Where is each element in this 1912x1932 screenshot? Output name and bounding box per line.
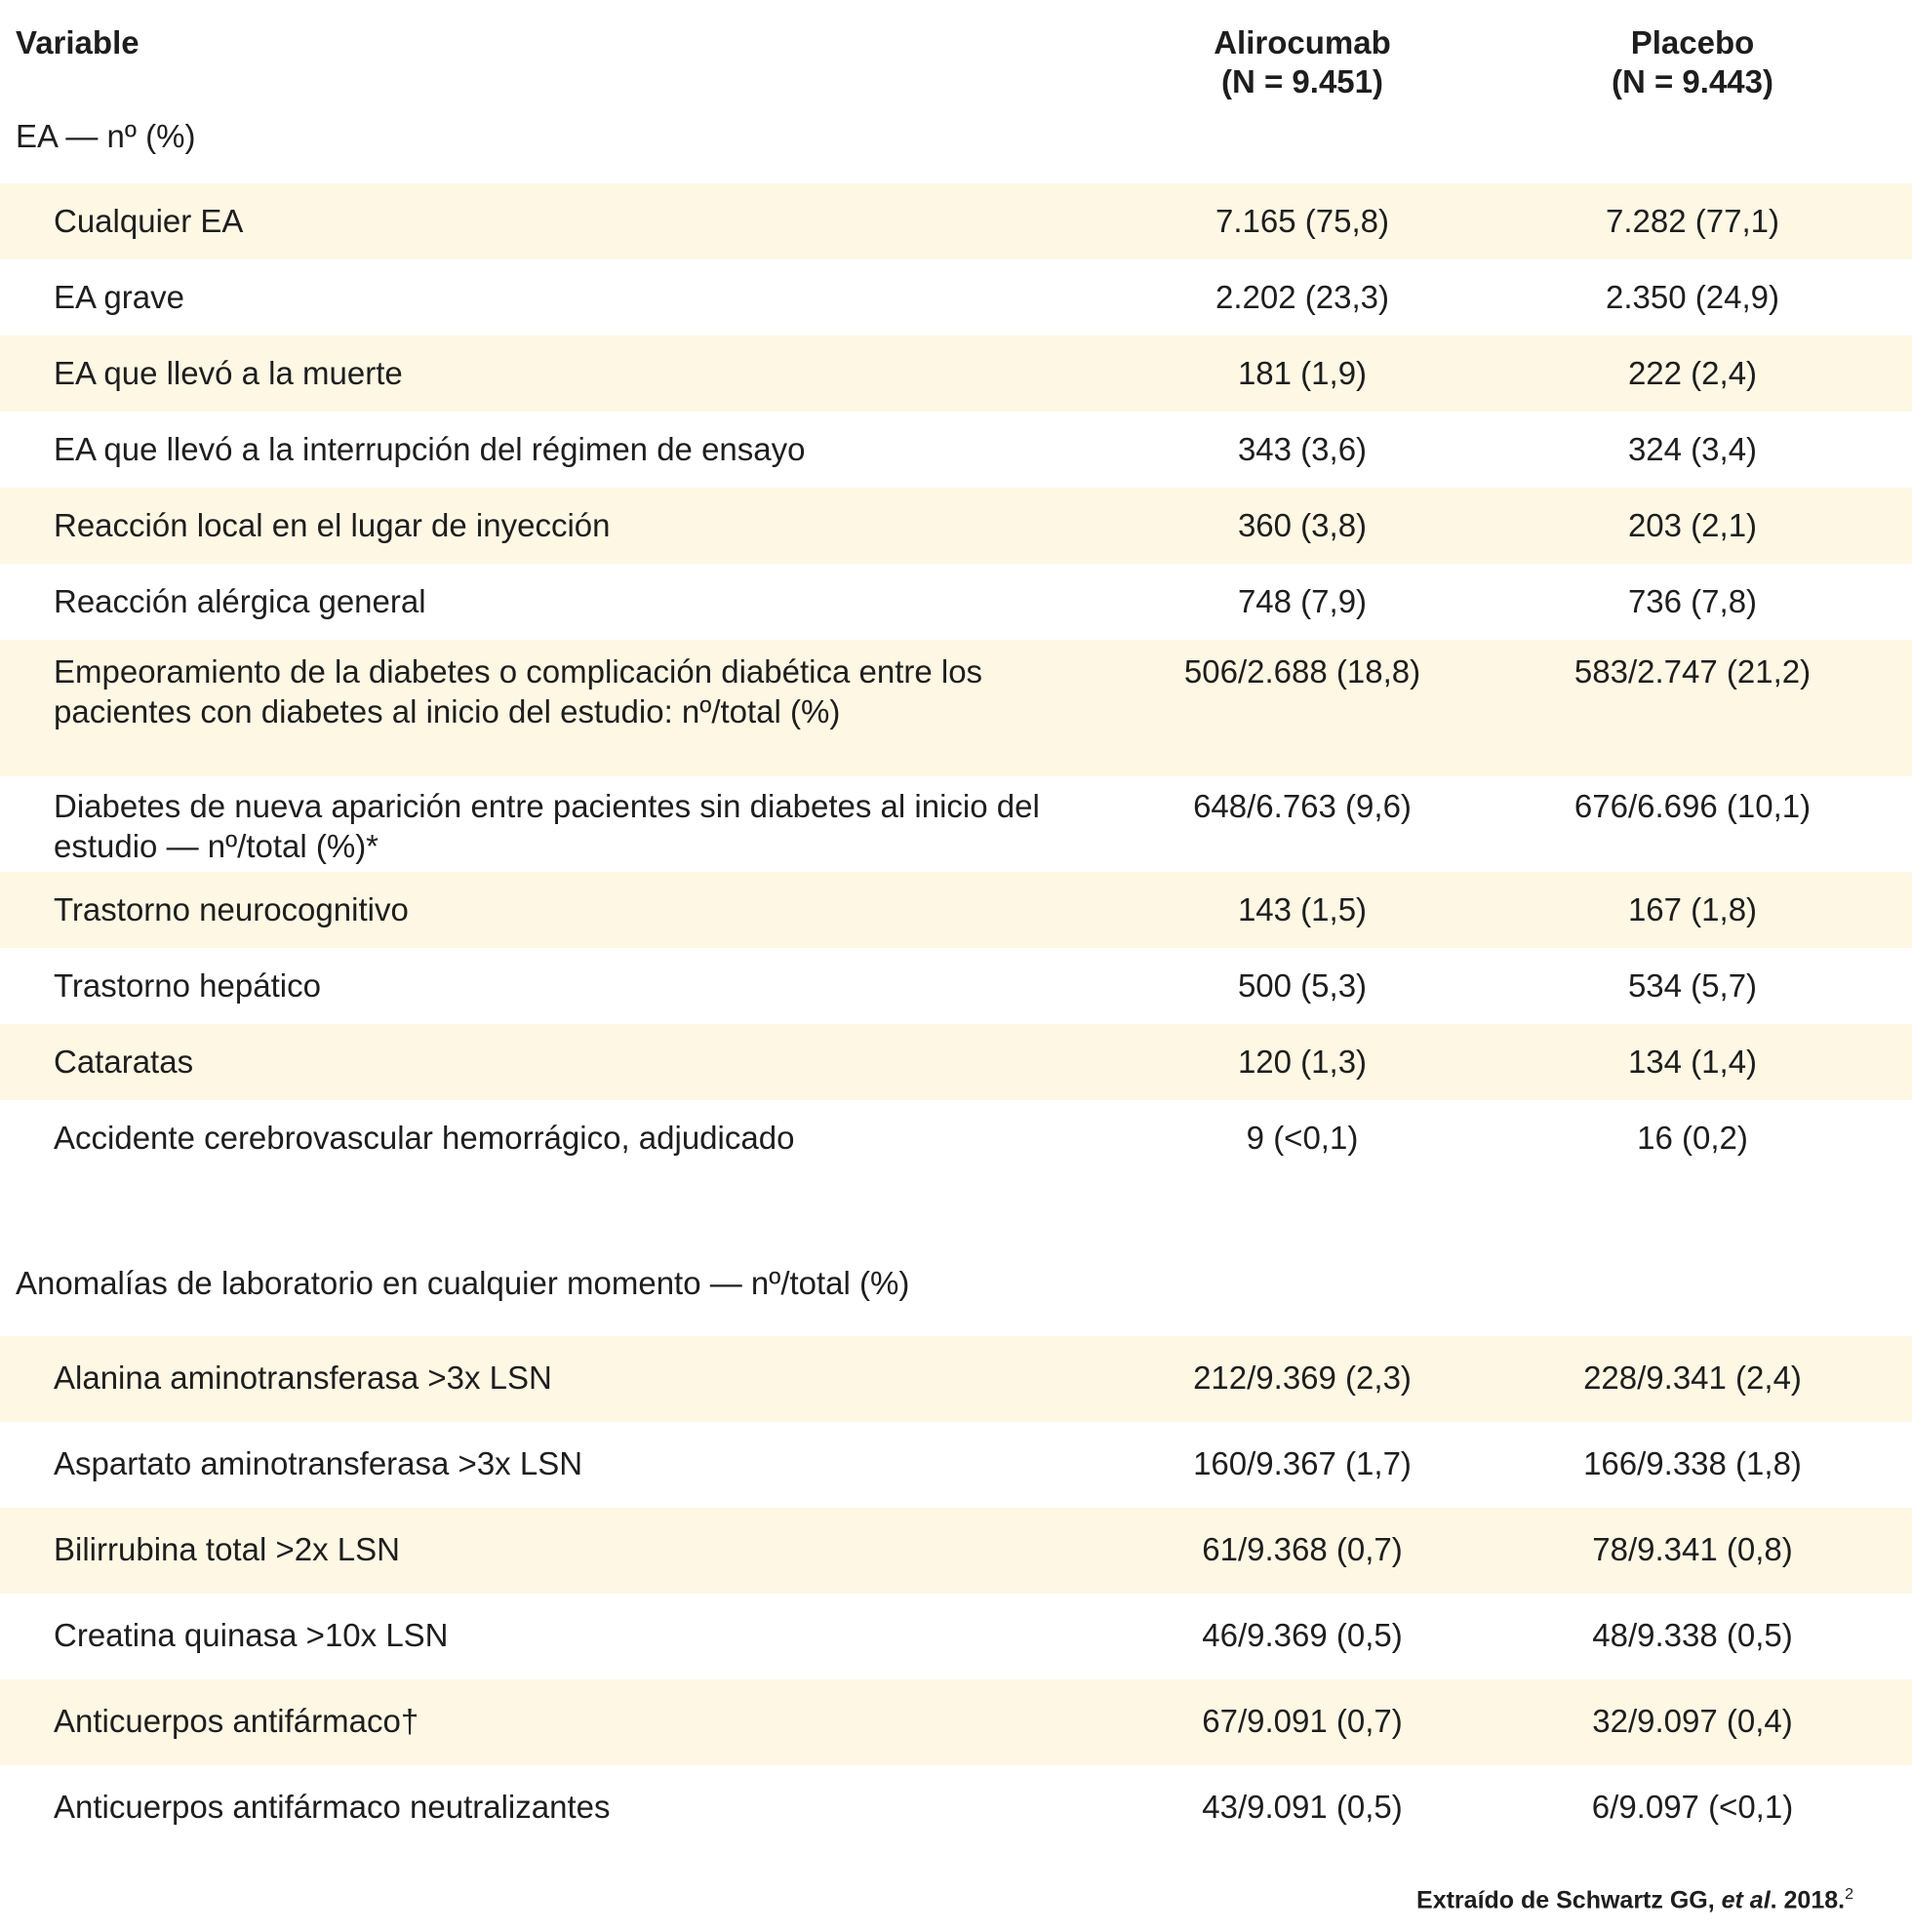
table-row bbox=[0, 640, 1912, 776]
row-alirocumab-value: 748 (7,9) bbox=[1237, 583, 1368, 619]
lab-table bbox=[0, 1336, 1912, 1851]
table-row bbox=[0, 1765, 1912, 1851]
row-label: Cataratas bbox=[54, 1044, 194, 1080]
row-label: EA que llevó a la muerte bbox=[54, 355, 403, 391]
row-placebo-value: 736 (7,8) bbox=[1627, 583, 1758, 619]
row-alirocumab-value: 343 (3,6) bbox=[1237, 431, 1368, 467]
table-row bbox=[0, 1422, 1912, 1508]
row-alirocumab-value: 9 (<0,1) bbox=[1246, 1120, 1359, 1156]
row-placebo-value: 166/9.338 (1,8) bbox=[1583, 1445, 1802, 1481]
citation-ref: 2 bbox=[1845, 1886, 1853, 1903]
row-placebo-value: 134 (1,4) bbox=[1627, 1044, 1758, 1080]
row-alirocumab-value: 212/9.369 (2,3) bbox=[1193, 1360, 1412, 1396]
header-variable: Variable bbox=[16, 24, 139, 60]
row-label: Empeoramiento de la diabetes o complicación diabética entre los pacientes con diabetes al inicio del estudio: nº/total (%) bbox=[54, 653, 983, 729]
row-alirocumab-value: 120 (1,3) bbox=[1237, 1044, 1368, 1080]
table-row bbox=[0, 564, 1912, 640]
row-label: Reacción alérgica general bbox=[54, 583, 426, 619]
source-citation bbox=[1416, 1880, 1853, 1914]
row-label: Alanina aminotransferasa >3x LSN bbox=[54, 1360, 552, 1396]
row-label: EA que llevó a la interrupción del régimen de ensayo bbox=[54, 431, 806, 467]
table-row bbox=[0, 948, 1912, 1024]
citation-suffix: . 2018. bbox=[1770, 1886, 1846, 1914]
ea-table bbox=[0, 183, 1912, 1176]
row-placebo-value: 203 (2,1) bbox=[1627, 507, 1758, 543]
row-alirocumab-value: 2.202 (23,3) bbox=[1215, 279, 1389, 315]
table-row bbox=[0, 412, 1912, 488]
table-row bbox=[0, 335, 1912, 412]
citation-prefix: Extraído de Schwartz GG, bbox=[1416, 1886, 1722, 1914]
row-placebo-value: 78/9.341 (0,8) bbox=[1592, 1531, 1793, 1567]
row-alirocumab-value: 500 (5,3) bbox=[1237, 967, 1368, 1004]
header-placebo-n: (N = 9.443) bbox=[1612, 63, 1773, 99]
row-placebo-value: 583/2.747 (21,2) bbox=[1573, 653, 1812, 690]
table-row bbox=[0, 1336, 1912, 1422]
row-alirocumab-value: 648/6.763 (9,6) bbox=[1193, 788, 1412, 824]
row-placebo-value: 16 (0,2) bbox=[1637, 1120, 1748, 1156]
table-row bbox=[0, 488, 1912, 564]
table-row bbox=[0, 872, 1912, 948]
table-row bbox=[0, 1679, 1912, 1765]
header-placebo-name: Placebo bbox=[1630, 24, 1755, 60]
row-label: Diabetes de nueva aparición entre pacientes sin diabetes al inicio del estudio — nº/total (%)* bbox=[54, 788, 1040, 864]
table-row bbox=[0, 259, 1912, 335]
row-label: Trastorno hepático bbox=[54, 967, 321, 1004]
row-label: Accidente cerebrovascular hemorrágico, adjudicado bbox=[54, 1120, 795, 1156]
row-label: Cualquier EA bbox=[54, 203, 244, 239]
table-row bbox=[0, 1024, 1912, 1100]
row-placebo-value: 7.282 (77,1) bbox=[1606, 203, 1779, 239]
row-placebo-value: 167 (1,8) bbox=[1627, 891, 1758, 927]
row-alirocumab-value: 43/9.091 (0,5) bbox=[1202, 1789, 1403, 1825]
row-alirocumab-value: 181 (1,9) bbox=[1237, 355, 1368, 391]
row-alirocumab-value: 360 (3,8) bbox=[1237, 507, 1368, 543]
row-alirocumab-value: 160/9.367 (1,7) bbox=[1193, 1445, 1412, 1481]
row-placebo-value: 48/9.338 (0,5) bbox=[1592, 1617, 1793, 1653]
row-placebo-value: 32/9.097 (0,4) bbox=[1592, 1703, 1793, 1739]
row-placebo-value: 222 (2,4) bbox=[1627, 355, 1758, 391]
table-row bbox=[0, 1594, 1912, 1679]
row-placebo-value: 2.350 (24,9) bbox=[1606, 279, 1779, 315]
row-alirocumab-value: 7.165 (75,8) bbox=[1215, 203, 1389, 239]
header-alirocumab bbox=[1141, 23, 1463, 101]
header-alirocumab-n: (N = 9.451) bbox=[1221, 63, 1383, 99]
citation-etal: et al bbox=[1721, 1886, 1771, 1914]
table-row bbox=[0, 776, 1912, 872]
table-row bbox=[0, 183, 1912, 259]
header-placebo bbox=[1532, 23, 1853, 101]
row-label: Reacción local en el lugar de inyección bbox=[54, 507, 611, 543]
row-alirocumab-value: 506/2.688 (18,8) bbox=[1183, 653, 1421, 690]
row-label: Anticuerpos antifármaco neutralizantes bbox=[54, 1789, 611, 1825]
row-alirocumab-value: 61/9.368 (0,7) bbox=[1202, 1531, 1403, 1567]
row-label: EA grave bbox=[54, 279, 184, 315]
row-label: Bilirrubina total >2x LSN bbox=[54, 1531, 400, 1567]
row-placebo-value: 534 (5,7) bbox=[1627, 967, 1758, 1004]
row-label: Trastorno neurocognitivo bbox=[54, 891, 409, 927]
row-label: Creatina quinasa >10x LSN bbox=[54, 1617, 449, 1653]
section-title-lab: Anomalías de laboratorio en cualquier momento — nº/total (%) bbox=[16, 1265, 910, 1301]
table-row bbox=[0, 1100, 1912, 1176]
section-title-ea: EA — nº (%) bbox=[16, 118, 196, 154]
row-alirocumab-value: 67/9.091 (0,7) bbox=[1202, 1703, 1403, 1739]
header-alirocumab-name: Alirocumab bbox=[1214, 24, 1391, 60]
row-alirocumab-value: 46/9.369 (0,5) bbox=[1202, 1617, 1403, 1653]
table-row bbox=[0, 1508, 1912, 1594]
row-placebo-value: 676/6.696 (10,1) bbox=[1573, 788, 1812, 824]
row-label: Aspartato aminotransferasa >3x LSN bbox=[54, 1445, 583, 1481]
row-alirocumab-value: 143 (1,5) bbox=[1237, 891, 1368, 927]
row-placebo-value: 324 (3,4) bbox=[1627, 431, 1758, 467]
row-placebo-value: 228/9.341 (2,4) bbox=[1583, 1360, 1802, 1396]
row-label: Anticuerpos antifármaco† bbox=[54, 1703, 419, 1739]
row-placebo-value: 6/9.097 (<0,1) bbox=[1591, 1789, 1794, 1825]
